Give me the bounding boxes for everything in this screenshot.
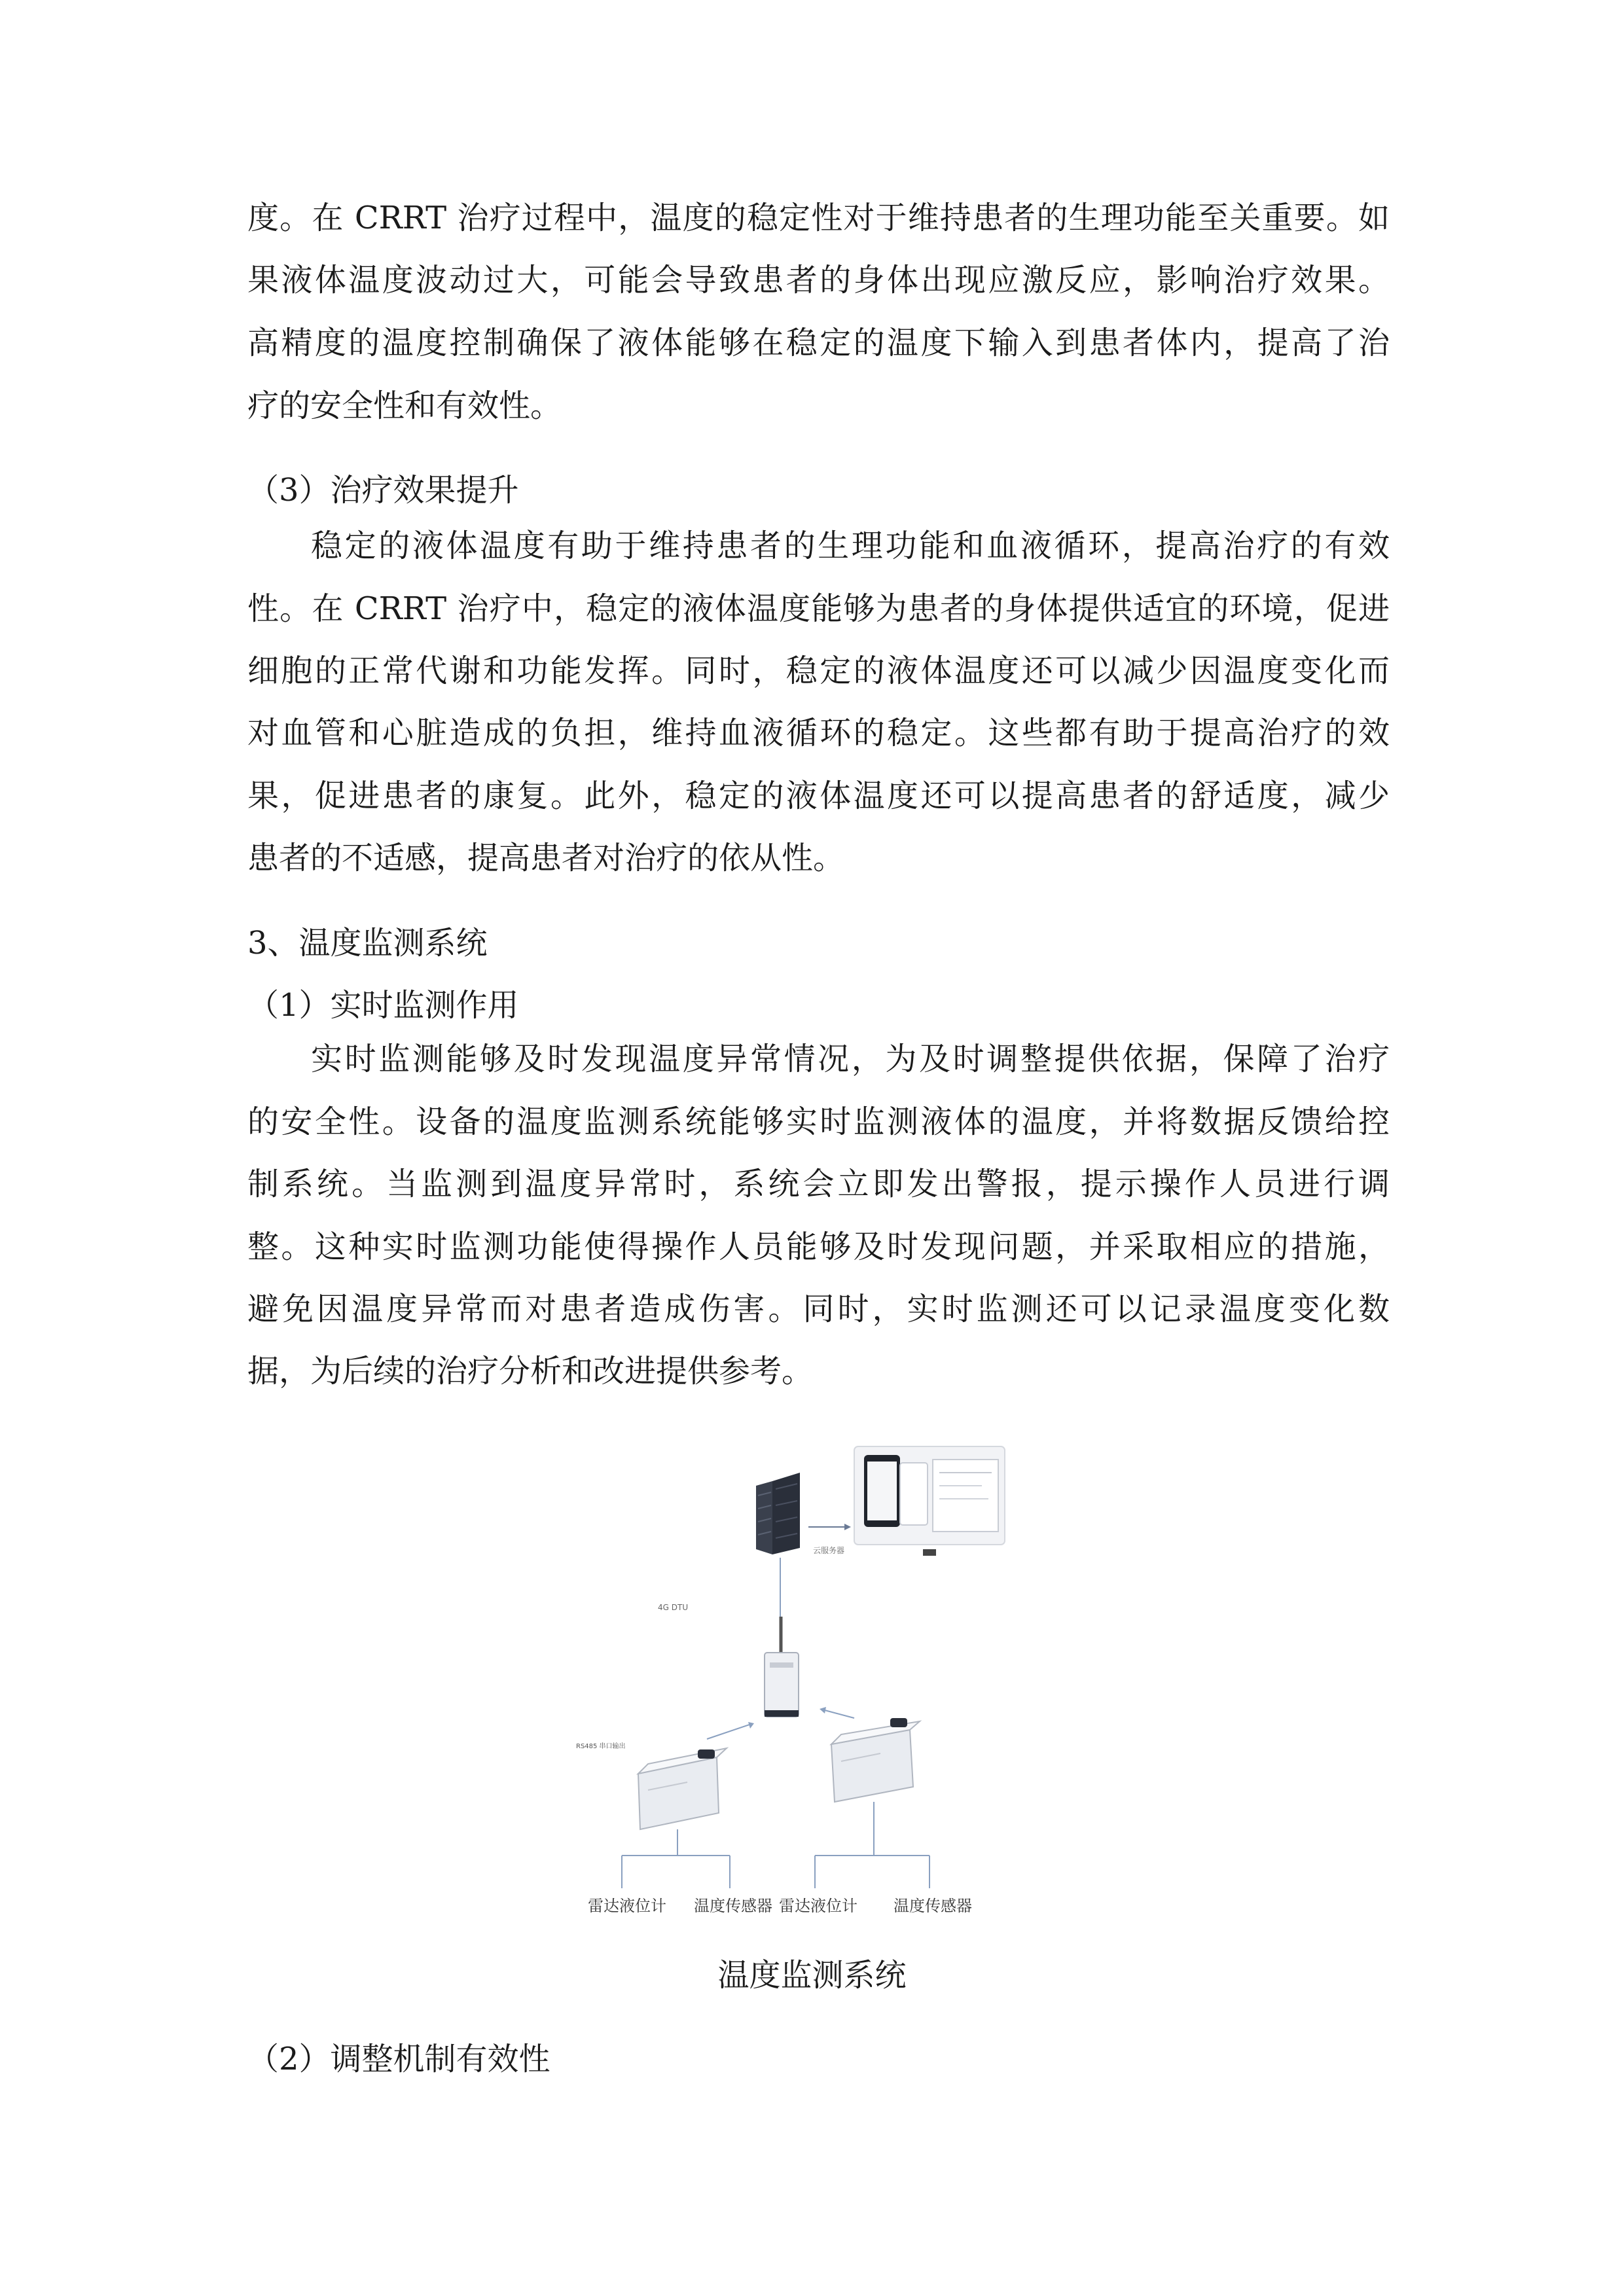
sensor-label-4: 温度传感器 [893, 1897, 972, 1915]
paragraph-1-line-2: 果液体温度波动过大，可能会导致患者的身体出现应激反应，影响治疗效果。 [247, 262, 1390, 298]
figure-caption: 温度监测系统 [717, 1957, 907, 1994]
client-devices-icon [854, 1446, 1005, 1556]
sub-1-line-6: 据，为后续的治疗分析和改进提供参考。 [247, 1353, 814, 1390]
item-3-line-6: 患者的不适感，提高患者对治疗的依从性。 [247, 840, 845, 876]
section-3-heading: 3、温度监测系统 [247, 925, 488, 961]
paragraph-1-line-1: 度。在 CRRT 治疗过程中，温度的稳定性对于维持患者的生理功能至关重要。如 [247, 200, 1390, 236]
item-3-heading: （3）治疗效果提升 [247, 472, 519, 509]
sub-1-line-2: 的安全性。设备的温度监测系统能够实时监测液体的温度，并将数据反馈给控 [247, 1103, 1390, 1140]
sub-2-heading: （2）调整机制有效性 [247, 2041, 550, 2077]
item-3-line-1: 稳定的液体温度有助于维持患者的生理功能和血液循环，提高治疗的有效 [311, 528, 1390, 564]
item-3-line-3: 细胞的正常代谢和功能发挥。同时，稳定的液体温度还可以减少因温度变化而 [247, 653, 1390, 689]
temperature-monitoring-diagram [556, 1437, 1028, 1924]
sensor-label-2: 温度传感器 [694, 1897, 772, 1915]
server-rack-icon [756, 1473, 800, 1554]
sensor-label-1: 雷达液位计 [588, 1897, 666, 1915]
sub-1-line-5: 避免因温度异常而对患者造成伤害。同时，实时监测还可以记录温度变化数 [247, 1291, 1390, 1327]
dtu-label: 4G DTU [658, 1603, 689, 1612]
sub-1-line-3: 制系统。当监测到温度异常时，系统会立即发出警报，提示操作人员进行调 [247, 1166, 1390, 1202]
paragraph-1-line-3: 高精度的温度控制确保了液体能够在稳定的温度下输入到患者体内，提高了治 [247, 325, 1390, 361]
server-arrow-label: 云服务器 [813, 1546, 845, 1555]
paragraph-1-line-4: 疗的安全性和有效性。 [247, 387, 562, 424]
rs485-label: RS485 串口输出 [576, 1743, 626, 1750]
item-3-line-5: 果，促进患者的康复。此外，稳定的液体温度还可以提高患者的舒适度，减少 [247, 778, 1390, 814]
item-3-line-4: 对血管和心脏造成的负担，维持血液循环的稳定。这些都有助于提高治疗的效 [247, 715, 1390, 751]
sub-1-line-4: 整。这种实时监测功能使得操作人员能够及时发现问题，并采取相应的措施， [247, 1229, 1390, 1265]
sensor-label-3: 雷达液位计 [779, 1897, 857, 1915]
sub-1-heading: （1）实时监测作用 [247, 987, 519, 1024]
sub-1-line-1: 实时监测能够及时发现温度异常情况，为及时调整提供依据，保障了治疗 [311, 1041, 1390, 1077]
item-3-line-2: 性。在 CRRT 治疗中，稳定的液体温度能够为患者的身体提供适宜的环境，促进 [247, 590, 1390, 627]
